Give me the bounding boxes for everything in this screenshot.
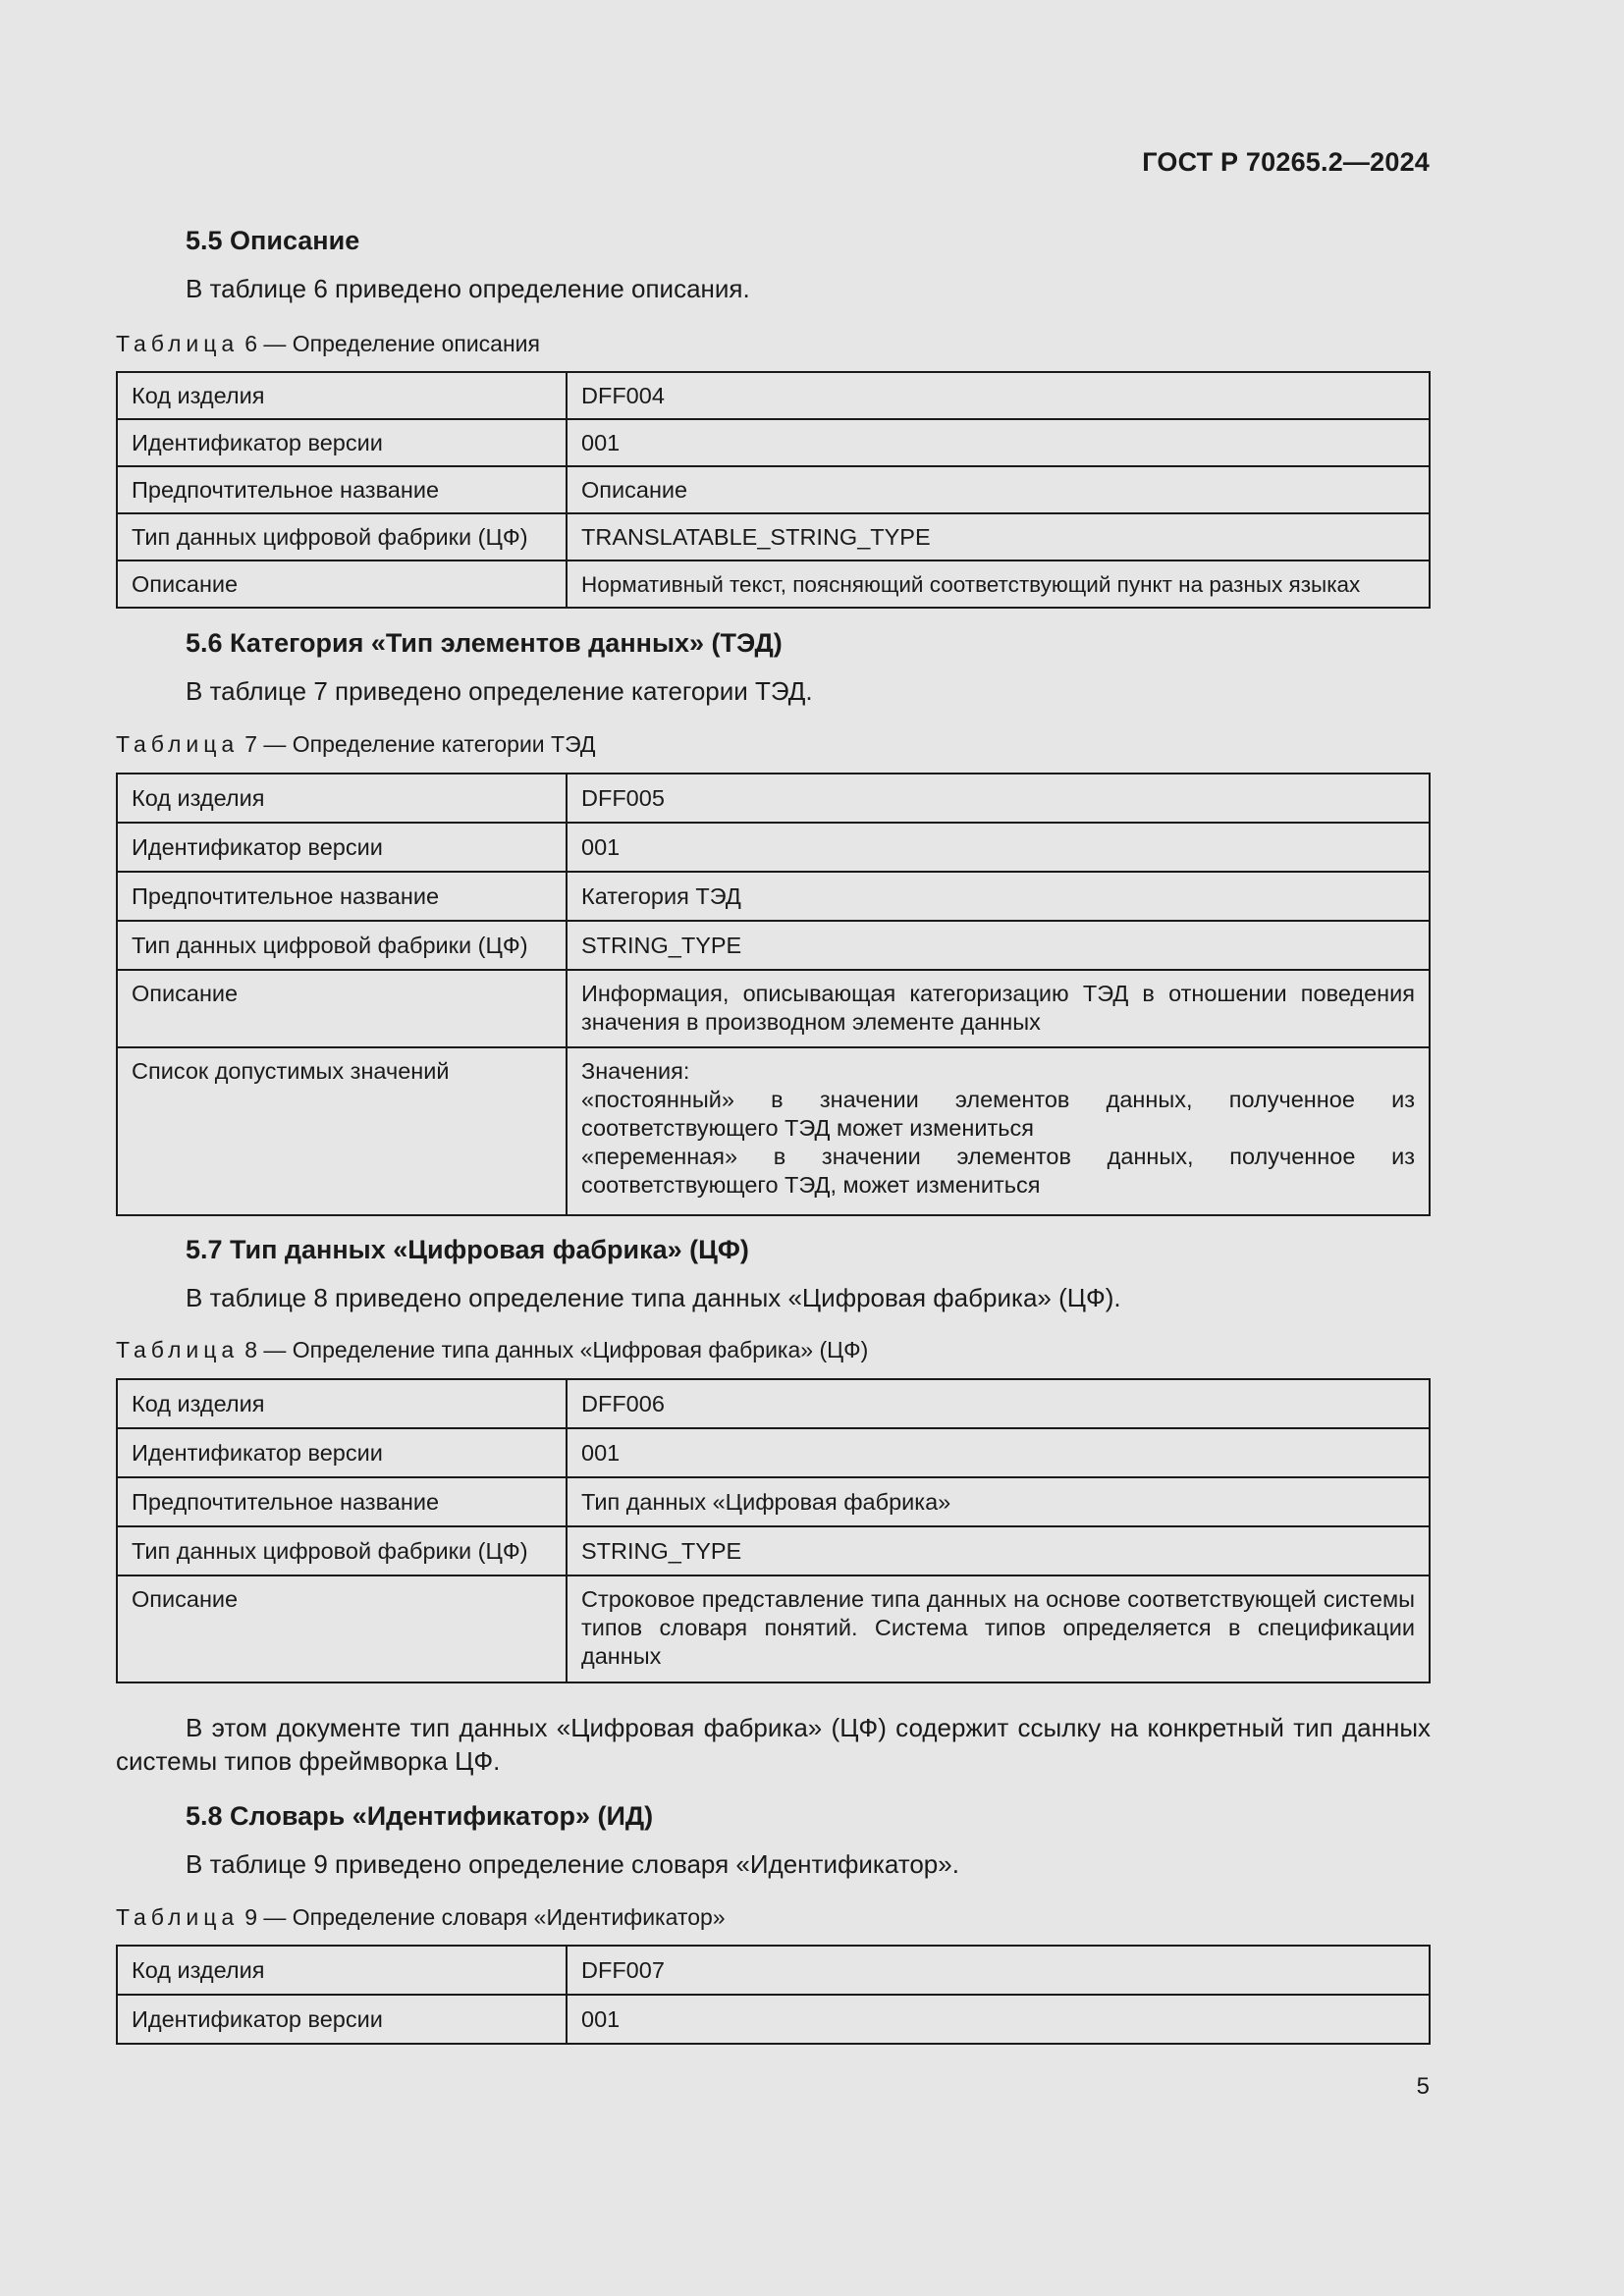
- caption-word: Таблица: [116, 331, 240, 356]
- row-key: Предпочтительное название: [117, 466, 567, 513]
- table-row: [117, 466, 1430, 513]
- caption-text: 8 — Определение типа данных «Цифровая фабрика» (ЦФ): [244, 1337, 869, 1362]
- row-value: Описание: [567, 466, 1430, 513]
- row-key: Идентификатор версии: [117, 823, 567, 872]
- table-row: [117, 823, 1430, 872]
- row-key: Список допустимых значений: [117, 1047, 567, 1215]
- row-key: Тип данных цифровой фабрики (ЦФ): [117, 1526, 567, 1575]
- row-key: Код изделия: [117, 372, 567, 419]
- table-row: [117, 921, 1430, 970]
- table-7: [116, 773, 1431, 1216]
- row-value: STRING_TYPE: [567, 1526, 1430, 1575]
- caption-word: Таблица: [116, 1337, 240, 1362]
- table-caption-7: [116, 731, 595, 758]
- section-heading-5-8: 5.8 Словарь «Идентификатор» (ИД): [186, 1801, 654, 1831]
- table-row: [117, 774, 1430, 823]
- section-note-5-7: В этом документе тип данных «Цифровая фабрика» (ЦФ) содержит ссылку на конкретный тип данных системы типов фреймворка ЦФ.: [116, 1713, 1431, 1776]
- table-caption-9: [116, 1904, 726, 1931]
- caption-word: Таблица: [116, 731, 240, 757]
- table-row: [117, 1526, 1430, 1575]
- page-number: 5: [1416, 2073, 1430, 2100]
- table-row: [117, 372, 1430, 419]
- table-row: [117, 1379, 1430, 1428]
- row-key: Идентификатор версии: [117, 419, 567, 466]
- row-value: Информация, описывающая категоризацию ТЭД в отношении поведения значения в производном элементе данных: [567, 970, 1430, 1047]
- section-intro-5-8: В таблице 9 приведено определение словаря «Идентификатор».: [186, 1849, 959, 1879]
- row-key: Предпочтительное название: [117, 872, 567, 921]
- table-row: [117, 513, 1430, 561]
- row-key: Описание: [117, 561, 567, 608]
- row-key: Предпочтительное название: [117, 1477, 567, 1526]
- caption-word: Таблица: [116, 1904, 240, 1930]
- row-value: Тип данных «Цифровая фабрика»: [567, 1477, 1430, 1526]
- row-key: Идентификатор версии: [117, 1995, 567, 2044]
- table-6: [116, 371, 1431, 609]
- row-value: 001: [567, 1995, 1430, 2044]
- row-key: Код изделия: [117, 774, 567, 823]
- row-key: Код изделия: [117, 1946, 567, 1995]
- row-value: 001: [567, 823, 1430, 872]
- row-value: 001: [567, 1428, 1430, 1477]
- row-key: Тип данных цифровой фабрики (ЦФ): [117, 513, 567, 561]
- table-caption-8: [116, 1337, 868, 1363]
- section-intro-5-6: В таблице 7 приведено определение категории ТЭД.: [186, 676, 813, 706]
- section-heading-5-6: 5.6 Категория «Тип элементов данных» (ТЭД): [186, 628, 783, 658]
- value-line: «переменная» в значении элементов данных, полученное из соответствующего ТЭД, может измениться: [581, 1144, 1415, 1198]
- table-9: [116, 1945, 1431, 2045]
- table-row: [117, 872, 1430, 921]
- table-row: [117, 970, 1430, 1047]
- row-value: DFF006: [567, 1379, 1430, 1428]
- row-value: STRING_TYPE: [567, 921, 1430, 970]
- row-value: DFF004: [567, 372, 1430, 419]
- row-value: 001: [567, 419, 1430, 466]
- table-row: [117, 1047, 1430, 1215]
- row-value: TRANSLATABLE_STRING_TYPE: [567, 513, 1430, 561]
- table-row: [117, 1477, 1430, 1526]
- section-heading-5-5: 5.5 Описание: [186, 226, 360, 255]
- section-heading-5-7: 5.7 Тип данных «Цифровая фабрика» (ЦФ): [186, 1235, 749, 1264]
- table-caption-6: [116, 331, 540, 357]
- table-row: [117, 561, 1430, 608]
- table-row: [117, 419, 1430, 466]
- row-value: [567, 1047, 1430, 1215]
- caption-text: 6 — Определение описания: [244, 331, 540, 356]
- row-key: Идентификатор версии: [117, 1428, 567, 1477]
- section-intro-5-5: В таблице 6 приведено определение описания.: [186, 274, 750, 303]
- row-key: Тип данных цифровой фабрики (ЦФ): [117, 921, 567, 970]
- table-row: [117, 1428, 1430, 1477]
- section-intro-5-7: В таблице 8 приведено определение типа данных «Цифровая фабрика» (ЦФ).: [186, 1283, 1121, 1312]
- row-value: DFF005: [567, 774, 1430, 823]
- row-value: Категория ТЭД: [567, 872, 1430, 921]
- value-line: «постоянный» в значении элементов данных, полученное из соответствующего ТЭД может измениться: [581, 1087, 1415, 1141]
- table-8: [116, 1378, 1431, 1683]
- row-value: Строковое представление типа данных на основе соответствующей системы типов словаря понятий. Система типов определяется в спецификации данных: [567, 1575, 1430, 1682]
- row-value: Нормативный текст, поясняющий соответствующий пункт на разных языках: [567, 561, 1430, 608]
- row-key: Описание: [117, 1575, 567, 1682]
- table-row: [117, 1995, 1430, 2044]
- table-row: [117, 1946, 1430, 1995]
- row-key: Описание: [117, 970, 567, 1047]
- row-key: Код изделия: [117, 1379, 567, 1428]
- caption-text: 9 — Определение словаря «Идентификатор»: [244, 1904, 726, 1930]
- document-code: ГОСТ Р 70265.2—2024: [1142, 147, 1430, 177]
- row-value: DFF007: [567, 1946, 1430, 1995]
- value-line: Значения:: [581, 1058, 690, 1084]
- caption-text: 7 — Определение категории ТЭД: [244, 731, 596, 757]
- table-row: [117, 1575, 1430, 1682]
